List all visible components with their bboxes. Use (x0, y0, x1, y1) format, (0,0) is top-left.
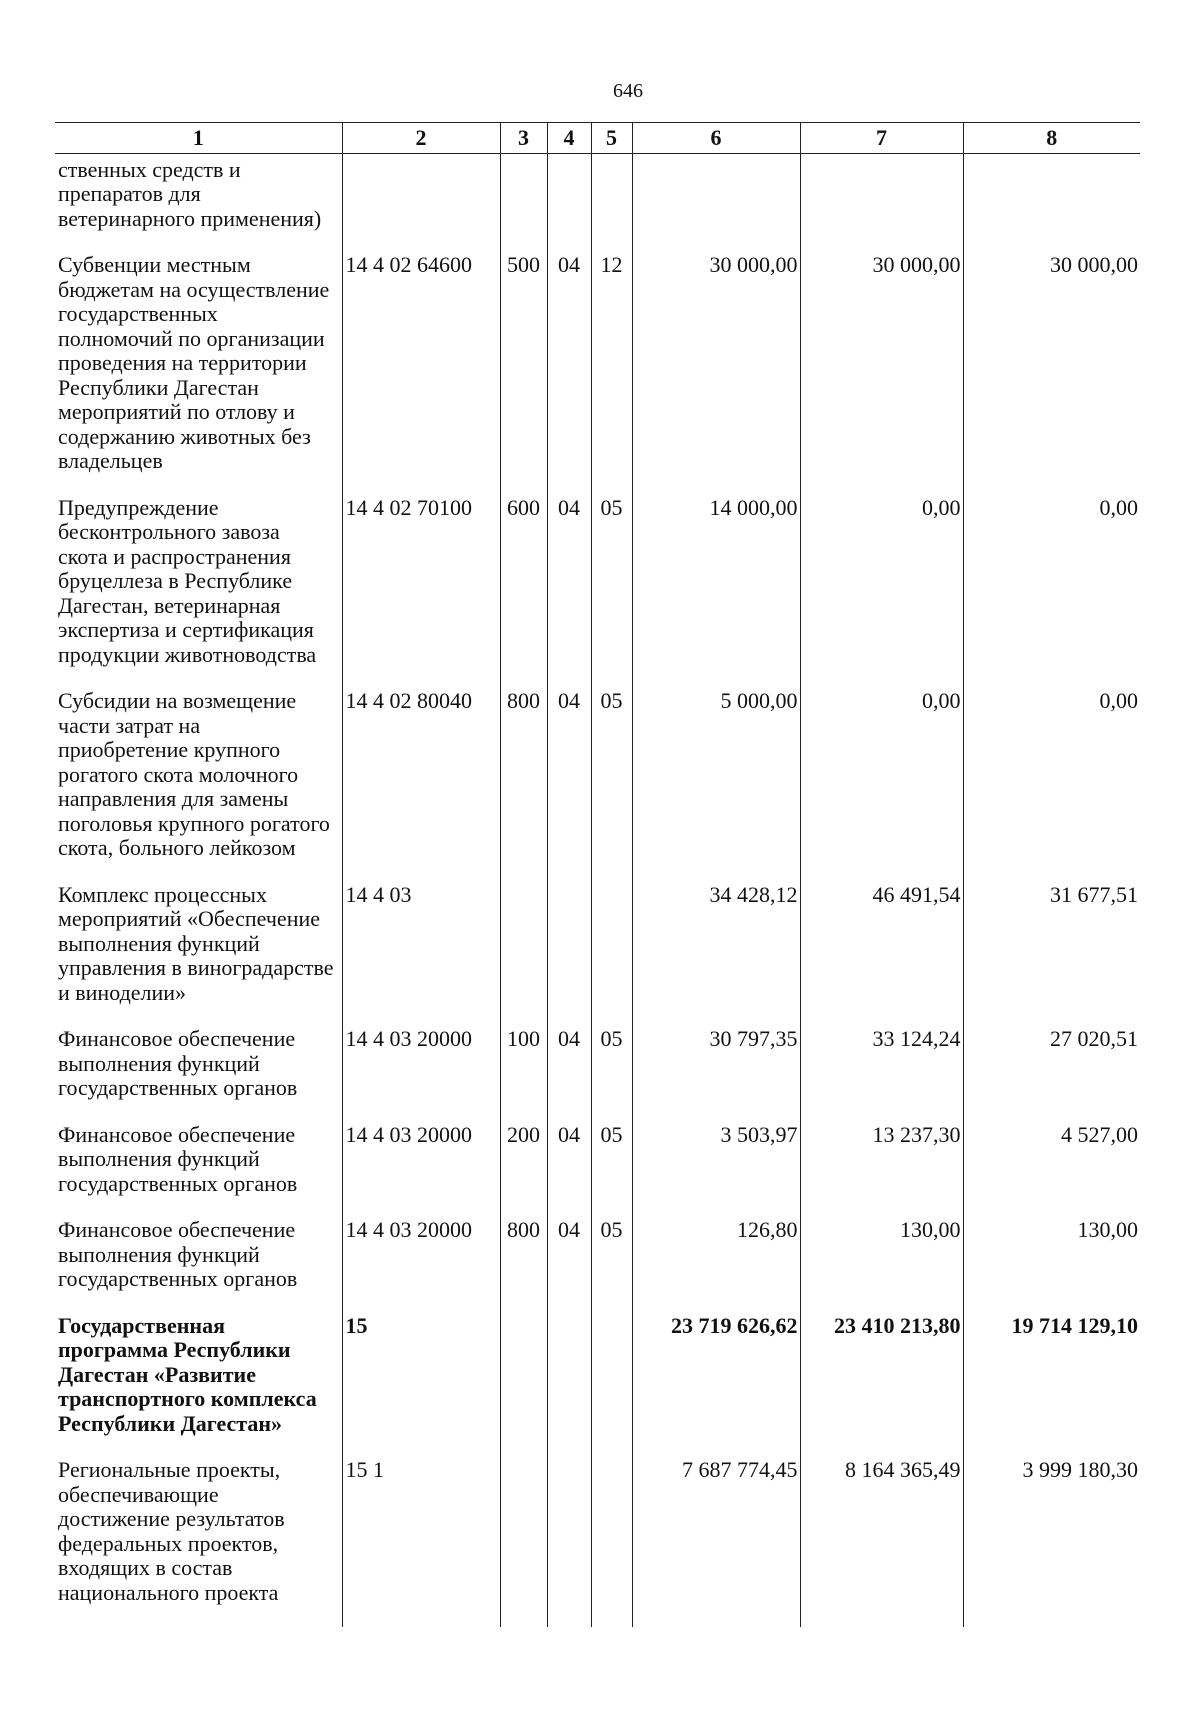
row-value8-cell: 4 527,00 (963, 1123, 1140, 1219)
row-name-cell: Комплекс процессных мероприятий «Обеспечение выполнения функций управления в виноградарстве и виноделии» (58, 881, 334, 1005)
row-code-cell (342, 153, 500, 253)
row-value8-cell: 27 020,51 (963, 1027, 1140, 1123)
row-value6-cell: 5 000,00 (632, 689, 800, 883)
row-value7-cell: 13 237,30 (800, 1123, 963, 1219)
row-value7-cell: 0,00 (800, 496, 963, 690)
row-value8-cell: 3 999 180,30 (963, 1458, 1140, 1627)
row-code-cell: 14 4 03 20000 (342, 1123, 500, 1219)
row-col3-cell (500, 1314, 547, 1459)
row-value7-cell: 23 410 213,80 (800, 1314, 963, 1459)
row-col5-cell (591, 153, 632, 253)
row-value7-cell: 30 000,00 (800, 253, 963, 496)
row-code-cell: 14 4 02 70100 (342, 496, 500, 690)
row-col3-cell: 100 (500, 1027, 547, 1123)
table-row (55, 496, 1140, 690)
row-col4-cell (547, 1314, 591, 1459)
row-col3-cell: 500 (500, 253, 547, 496)
row-col4-cell (547, 153, 591, 253)
budget-table (55, 122, 1140, 1627)
row-value7-cell: 33 124,24 (800, 1027, 963, 1123)
row-value6-cell: 30 000,00 (632, 253, 800, 496)
header-col-3: 3 (500, 123, 547, 154)
row-col5-cell: 05 (591, 689, 632, 883)
row-value6-cell: 34 428,12 (632, 883, 800, 1028)
row-col5-cell: 05 (591, 1027, 632, 1123)
header-col-4: 4 (547, 123, 591, 154)
row-col4-cell: 04 (547, 496, 591, 690)
row-col4-cell: 04 (547, 1218, 591, 1314)
header-col-2: 2 (342, 123, 500, 154)
row-value6-cell: 7 687 774,45 (632, 1458, 800, 1627)
page-number: 646 (613, 80, 643, 102)
row-value7-cell: 130,00 (800, 1218, 963, 1314)
row-name-cell: Субсидии на возмещение части затрат на приобретение крупного рогатого скота молочного направления для замены поголовья крупного рогатого скота, больного лейкозом (58, 688, 330, 860)
row-col4-cell: 04 (547, 1027, 591, 1123)
row-code-cell: 14 4 03 (342, 883, 500, 1028)
header-col-8: 8 (963, 123, 1140, 154)
table-row (55, 153, 1140, 253)
row-value8-cell: 0,00 (963, 496, 1140, 690)
header-col-7: 7 (800, 123, 963, 154)
table-header-row (55, 123, 1140, 154)
row-col3-cell: 800 (500, 1218, 547, 1314)
table-row (55, 1314, 1140, 1459)
row-name-cell: ственных средств и препаратов для ветеринарного применения) (58, 156, 322, 231)
row-col4-cell (547, 1458, 591, 1627)
row-value6-cell: 126,80 (632, 1218, 800, 1314)
table-row (55, 253, 1140, 496)
row-value6-cell: 14 000,00 (632, 496, 800, 690)
row-value7-cell: 46 491,54 (800, 883, 963, 1028)
table-row (55, 689, 1140, 883)
header-col-1: 1 (55, 123, 342, 154)
row-name-cell: Предупреждение бесконтрольного завоза скота и распространения бруцеллеза в Республике Дагестан, ветеринарная экспертиза и сертификация продукции животноводства (58, 494, 317, 667)
row-code-cell: 14 4 02 64600 (342, 253, 500, 496)
header-col-5: 5 (591, 123, 632, 154)
row-value6-cell: 30 797,35 (632, 1027, 800, 1123)
row-col4-cell: 04 (547, 253, 591, 496)
table-row (55, 1218, 1140, 1314)
row-value8-cell: 31 677,51 (963, 883, 1140, 1028)
header-col-6: 6 (632, 123, 800, 154)
row-value8-cell: 19 714 129,10 (963, 1314, 1140, 1459)
row-col4-cell: 04 (547, 1123, 591, 1219)
row-name-cell: Государственная программа Республики Дагестан «Развитие транспортного комплекса Республики Дагестан» (58, 1312, 317, 1436)
row-col3-cell (500, 883, 547, 1028)
row-code-cell: 14 4 03 20000 (342, 1027, 500, 1123)
table-body (55, 153, 1140, 1627)
row-value6-cell (632, 153, 800, 253)
row-col5-cell (591, 883, 632, 1028)
row-code-cell: 14 4 03 20000 (342, 1218, 500, 1314)
row-col4-cell: 04 (547, 689, 591, 883)
row-col5-cell: 12 (591, 253, 632, 496)
row-name-cell: Финансовое обеспечение выполнения функций государственных органов (58, 1217, 298, 1291)
row-col3-cell (500, 153, 547, 253)
row-name-cell: Финансовое обеспечение выполнения функций государственных органов (58, 1121, 298, 1196)
row-name-cell: Региональные проекты, обеспечивающие достижение результатов федеральных проектов, входящих в состав национального проекта (58, 1457, 285, 1605)
table-row (55, 1458, 1140, 1627)
table-row (55, 1123, 1140, 1219)
row-col3-cell (500, 1458, 547, 1627)
row-name-cell: Финансовое обеспечение выполнения функций государственных органов (58, 1026, 298, 1100)
row-col5-cell: 05 (591, 496, 632, 690)
row-value6-cell: 23 719 626,62 (632, 1314, 800, 1459)
row-code-cell: 14 4 02 80040 (342, 689, 500, 883)
row-value6-cell: 3 503,97 (632, 1123, 800, 1219)
row-value8-cell: 0,00 (963, 689, 1140, 883)
table-row (55, 1027, 1140, 1123)
row-col4-cell (547, 883, 591, 1028)
row-value8-cell: 30 000,00 (963, 253, 1140, 496)
row-value8-cell: 130,00 (963, 1218, 1140, 1314)
row-col3-cell: 600 (500, 496, 547, 690)
row-value7-cell: 8 164 365,49 (800, 1458, 963, 1627)
row-col5-cell (591, 1314, 632, 1459)
row-code-cell: 15 (342, 1314, 500, 1459)
row-code-cell: 15 1 (342, 1458, 500, 1627)
table-row (55, 883, 1140, 1028)
row-value7-cell (800, 153, 963, 253)
row-col3-cell: 800 (500, 689, 547, 883)
row-col3-cell: 200 (500, 1123, 547, 1219)
row-col5-cell: 05 (591, 1218, 632, 1314)
row-value8-cell (963, 153, 1140, 253)
row-name-cell: Субвенции местным бюджетам на осуществление государственных полномочий по организации проведения на территории Республики Дагестан мероприятий по отлову и содержанию животных без владельцев (58, 252, 330, 473)
row-col5-cell: 05 (591, 1123, 632, 1219)
row-value7-cell: 0,00 (800, 689, 963, 883)
row-col5-cell (591, 1458, 632, 1627)
